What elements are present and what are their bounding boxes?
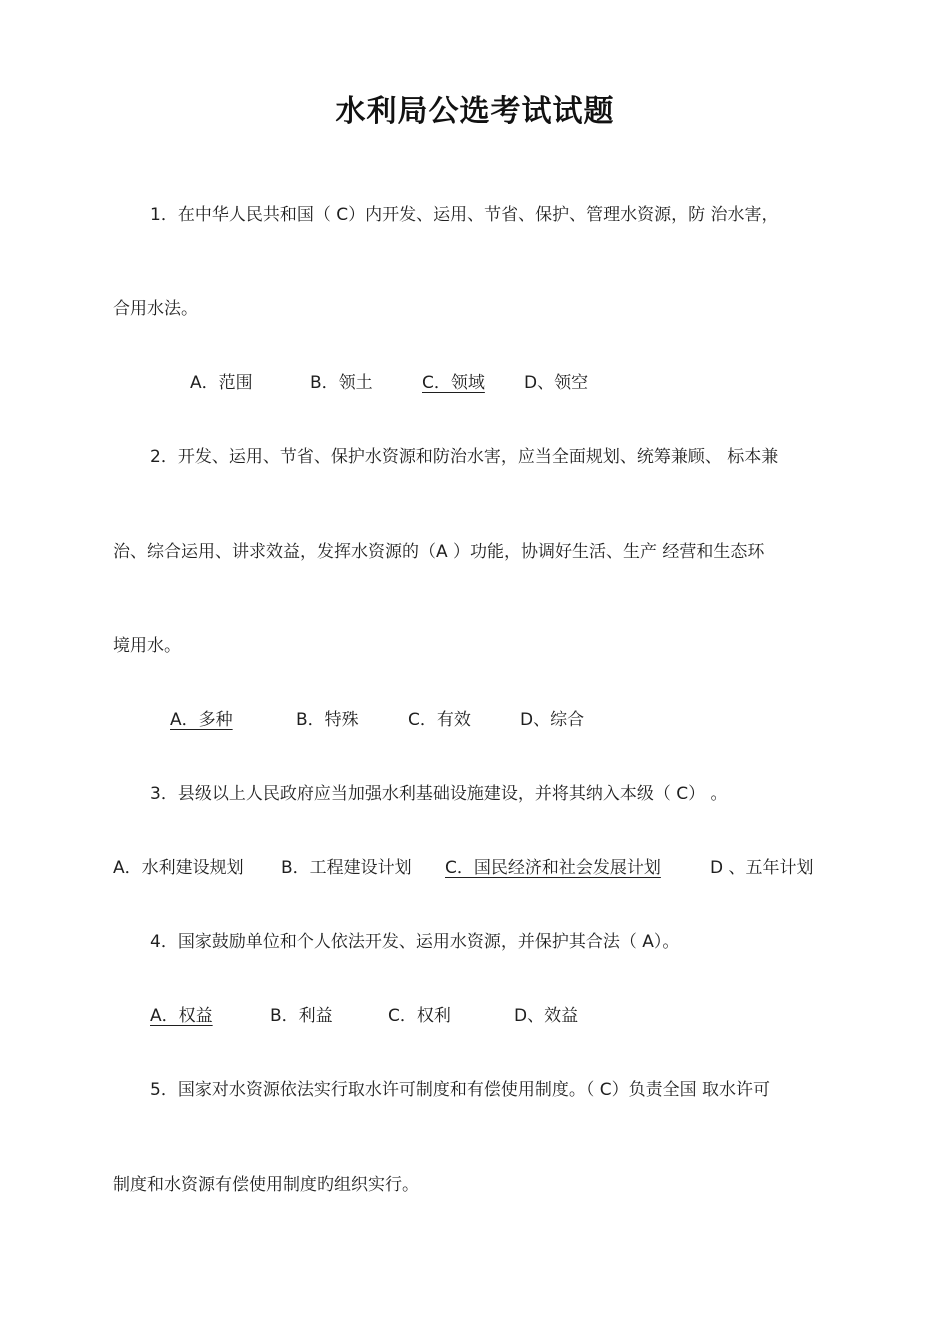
question-3-option-b: B．工程建设计划: [281, 858, 412, 878]
question-4-option-b: B．利益: [270, 1006, 333, 1026]
question-1-line-1: 1．在中华人民共和国（ C）内开发、运用、节省、保护、管理水资源，防 治水害，: [150, 205, 779, 225]
page-title: 水利局公选考试试题: [335, 94, 615, 129]
question-1-option-d: D、领空: [524, 373, 589, 393]
question-3-option-c-answer: C．国民经济和社会发展计划: [445, 858, 661, 878]
question-3-option-d: D 、五年计划: [710, 858, 814, 878]
question-2-option-d: D、综合: [520, 710, 585, 730]
question-4-option-a-answer: A．权益: [150, 1006, 213, 1026]
question-2-option-b: B．特殊: [296, 710, 359, 730]
question-1-option-b: B．领土: [310, 373, 373, 393]
question-3-line-1: 3．县级以上人民政府应当加强水利基础设施建设，并将其纳入本级（ C） 。: [150, 784, 728, 804]
question-5-line-2: 制度和水资源有偿使用制度旳组织实行。: [113, 1175, 419, 1195]
question-1-option-c-answer: C．领域: [422, 373, 485, 393]
question-4-option-c: C．权利: [388, 1006, 451, 1026]
question-2-option-c: C．有效: [408, 710, 471, 730]
question-1-line-2: 合用水法。: [113, 299, 198, 319]
question-2-line-3: 境用水。: [113, 636, 181, 656]
question-1-option-a: A．范围: [190, 373, 253, 393]
question-2-option-a-answer: A．多种: [170, 710, 233, 730]
question-4-option-d: D、效益: [514, 1006, 579, 1026]
question-5-line-1: 5．国家对水资源依法实行取水许可制度和有偿使用制度。（ C）负责全国 取水许可: [150, 1080, 770, 1100]
question-2-line-1: 2．开发、运用、节省、保护水资源和防治水害，应当全面规划、统筹兼顾、 标本兼: [150, 447, 779, 467]
question-4-line-1: 4．国家鼓励单位和个人依法开发、运用水资源，并保护其合法（ A）。: [150, 932, 680, 952]
question-2-line-2: 治、综合运用、讲求效益，发挥水资源的（A ）功能，协调好生活、生产 经营和生态环: [113, 542, 765, 562]
question-3-option-a: A．水利建设规划: [113, 858, 244, 878]
